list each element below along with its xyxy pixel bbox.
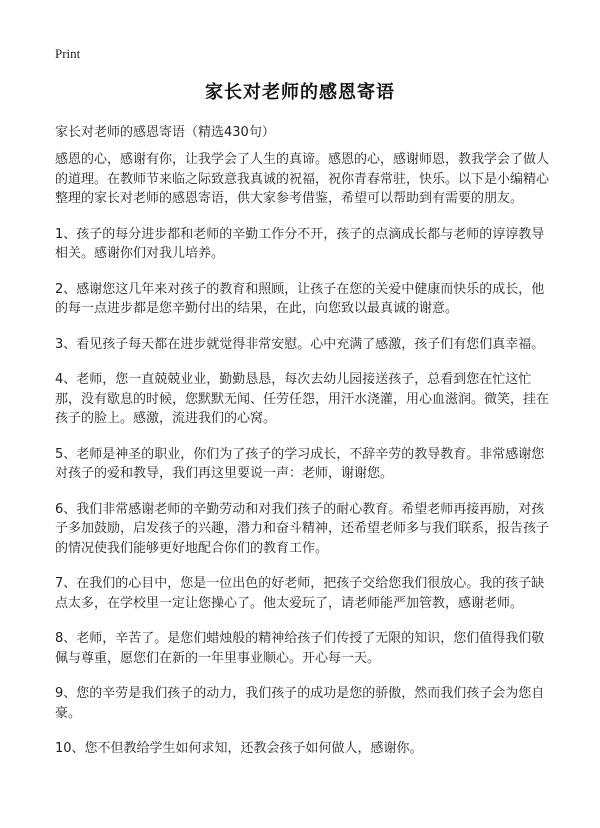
intro-paragraph: 感恩的心，感谢有你，让我学会了人生的真谛。感恩的心，感谢师恩，教我学会了做人的道理。在教师节来临之际致意我真诚的祝福，祝你青春常驻，快乐。以下是小编精心整理的家长对老师的感恩寄语，供大家参考借鉴，希望可以帮助到有需要的朋友。 (55, 152, 550, 206)
page-title: 家长对老师的感恩寄语 (205, 82, 395, 103)
article-subtitle: 家长对老师的感恩寄语（精选430句） (55, 125, 275, 140)
paragraph-3: 3、看见孩子每天都在进步就觉得非常安慰。心中充满了感激，孩子们有您们真幸福。 (55, 336, 545, 352)
paragraph-9: 9、您的辛劳是我们孩子的动力，我们孩子的成功是您的骄傲，然而我们孩子会为您自豪。 (55, 686, 545, 721)
paragraph-7: 7、在我们的心目中，您是一位出色的好老师，把孩子交给您我们很放心。我的孩子缺点太多，在学校里一定让您操心了。他太爱玩了，请老师能严加管教，感谢老师。 (55, 576, 545, 611)
paragraph-5: 5、老师是神圣的职业，你们为了孩子的学习成长，不辞辛劳的教导教育。非常感谢您对孩子的爱和教导，我们再这里要说一声：老师，谢谢您。 (55, 446, 545, 481)
paragraph-8: 8、老师，辛苦了。是您们蜡烛般的精神给孩子们传授了无限的知识，您们值得我们敬佩与尊重，愿您们在新的一年里事业顺心。开心每一天。 (55, 631, 545, 666)
paragraph-4: 4、老师，您一直兢兢业业，勤勤恳恳，每次去幼儿园接送孩子，总看到您在忙这忙那，没有歇息的时候，您默默无闻、任劳任怨，用汗水浇灌，用心血滋润。微笑，挂在孩子的脸上。感激，流进我们的心窝。 (55, 372, 550, 426)
paragraph-6: 6、我们非常感谢老师的辛勤劳动和对我们孩子的耐心教育。希望老师再接再励，对孩子多加鼓励，启发孩子的兴趣，潜力和奋斗精神，还希望老师多与我们联系，报告孩子的情况使我们能够更好地配合你们的教育工作。 (55, 501, 550, 556)
article-body (55, 150, 551, 775)
print-link[interactable]: Print (55, 46, 81, 61)
paragraph-2: 2、感谢您这几年来对孩子的教育和照顾，让孩子在您的关爱中健康而快乐的成长，他的每一点进步都是您辛勤付出的结果，在此，向您致以最真诚的谢意。 (55, 281, 545, 316)
paragraph-10: 10、您不但教给学生如何求知，还教会孩子如何做人，感谢你。 (55, 741, 423, 756)
paragraph-1: 1、孩子的每分进步都和老师的辛勤工作分不开，孩子的点滴成长都与老师的谆谆教导相关。感谢你们对我儿培养。 (55, 226, 545, 261)
